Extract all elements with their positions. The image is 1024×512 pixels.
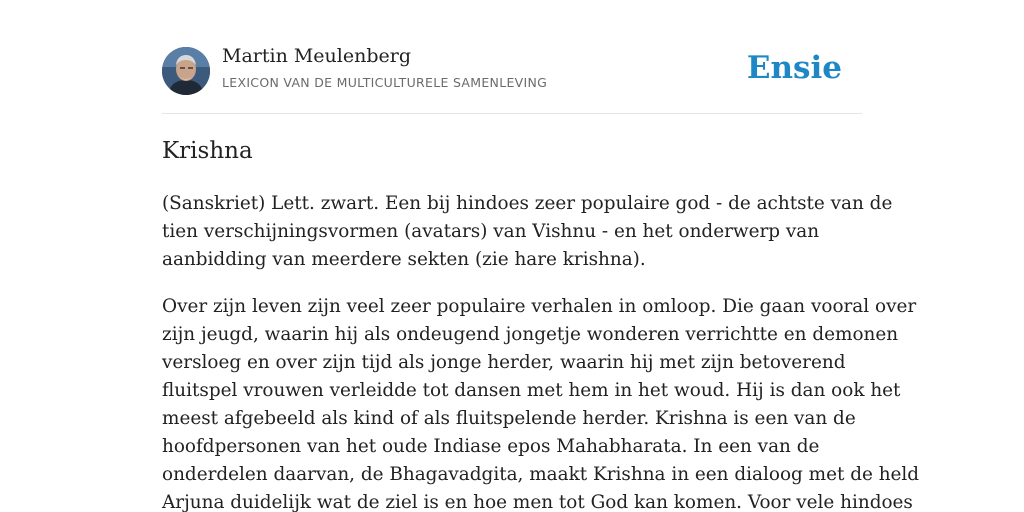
paragraph-line: Over zijn leven zijn veel zeer populaire verhalen in omloop. Die gaan vooral over <box>162 296 917 317</box>
paragraph-line: (Sanskriet) Lett. zwart. Een bij hindoes zeer populaire god - de achtste van de <box>162 193 893 214</box>
content-container <box>162 0 920 512</box>
paragraph-line: hoofdpersonen van het oude Indiase epos Mahabharata. In een van de <box>162 436 820 457</box>
paragraph-line: versloeg en over zijn tijd als jonge herder, waarin hij met zijn betoverend <box>162 352 846 373</box>
article-paragraph-1 <box>162 190 893 274</box>
paragraph-line: aanbidding van meerdere sekten (zie hare krishna). <box>162 249 646 270</box>
user-avatar-photo-icon <box>162 47 210 95</box>
article-title: Krishna <box>162 138 253 164</box>
paragraph-line: tien verschijningsvormen (avatars) van Vishnu - en het onderwerp van <box>162 221 820 242</box>
author-avatar[interactable] <box>162 47 210 95</box>
paragraph-line: onderdelen daarvan, de Bhagavadgita, maakt Krishna in een dialoog met de held <box>162 464 920 485</box>
paragraph-line: meest afgebeeld als kind of als fluitspelende herder. Krishna is een van de <box>162 408 856 429</box>
paragraph-line: fluitspel vrouwen verleidde tot dansen met hem in het woud. Hij is dan ook het <box>162 380 901 401</box>
paragraph-line: zijn jeugd, waarin hij als ondeugend jongetje wonderen verrichtte en demonen <box>162 324 899 345</box>
author-name[interactable]: Martin Meulenberg <box>222 45 411 67</box>
paragraph-line: Arjuna duidelijk wat de ziel is en hoe men tot God kan komen. Voor vele hindoes <box>162 492 913 512</box>
article-paragraph-2 <box>162 293 920 512</box>
article-header <box>162 0 862 114</box>
author-subtitle[interactable]: LEXICON VAN DE MULTICULTURELE SAMENLEVING <box>222 75 548 90</box>
brand-logo[interactable]: Ensie <box>746 50 842 86</box>
